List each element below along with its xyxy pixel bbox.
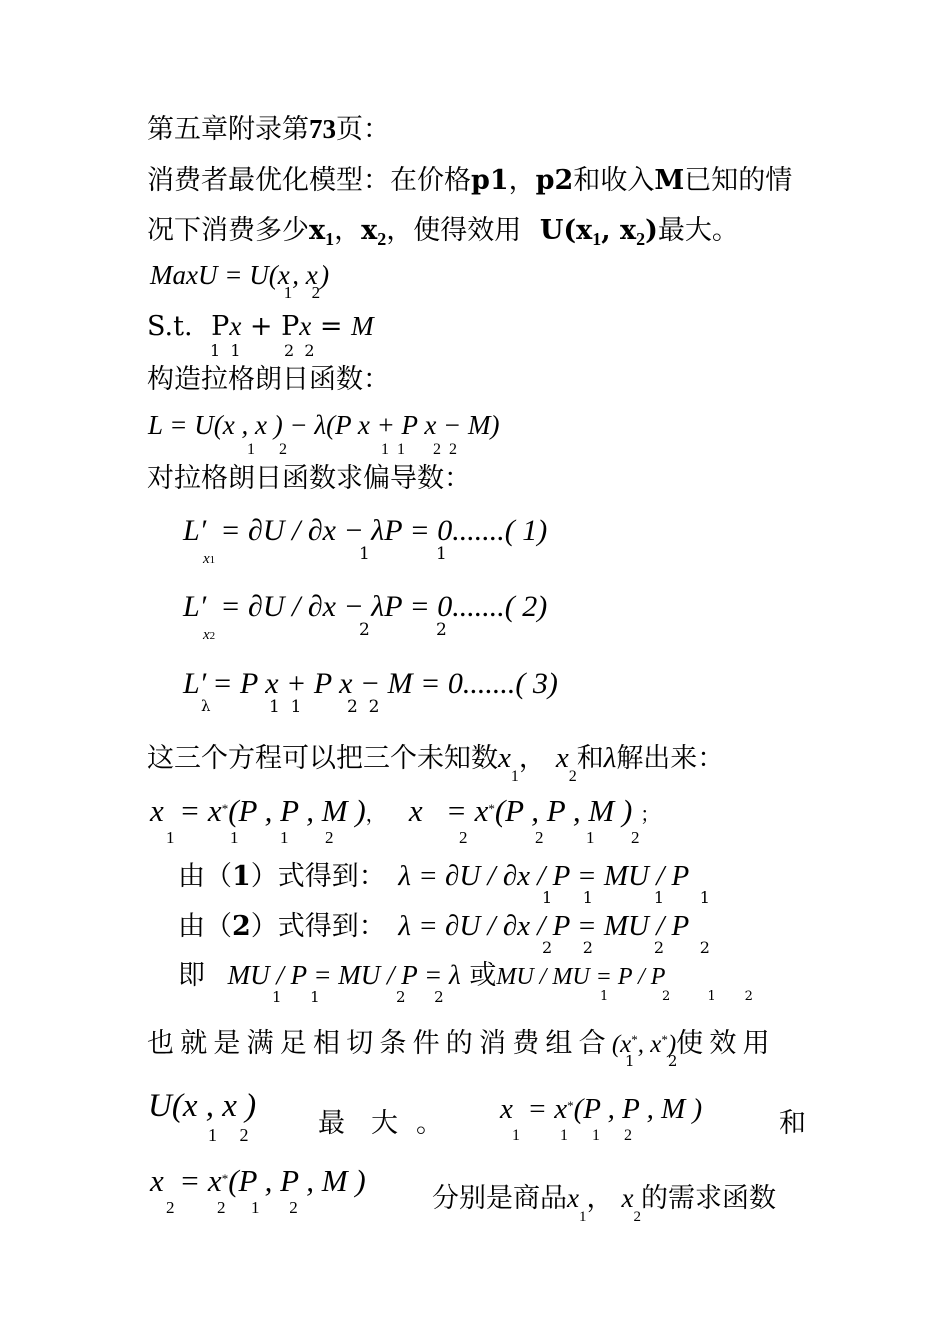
- and-word: 和: [779, 1108, 806, 1139]
- partial-equation-3: L′ = P x + P x − M = 0.......( 3) λ 1 1 2 2: [183, 667, 558, 717]
- partial-equation-2: L′ = ∂U / ∂x − λP = 0.......( 2) x2 2 2: [183, 590, 548, 643]
- max-words: 最 大 。: [318, 1108, 443, 1139]
- lagrangian-equation: L = U(x , x ) − λ(P x + P x − M) 1 2 1 1 2 2: [148, 410, 500, 458]
- lagrange-label: 构造拉格朗日函数：: [147, 364, 390, 395]
- chapter-heading: 第五章附录第73页：: [147, 114, 390, 145]
- derivation-from-1: 由（1）式得到： λ = ∂U / ∂x / P = MU / P 1 1 1 1: [178, 860, 710, 907]
- partial-equation-1: L′ = ∂U / ∂x − λP = 0.......( 1) x1 1 1: [183, 514, 548, 567]
- utility-max-line: U(x , x ) 1 2: [148, 1088, 257, 1145]
- demand-x1-equation: x = x*(P , P , M ) 1 1 1 2: [500, 1093, 703, 1144]
- tangency-statement: 也就是满足相切条件的消费组合(x*, x*)使效用 1 2: [147, 1028, 776, 1070]
- budget-constraint: S.t. Px + Px = M 1 1 2 2: [147, 311, 374, 360]
- derivation-from-2: 由（2）式得到： λ = ∂U / ∂x / P = MU / P 2 2 2 2: [178, 910, 710, 957]
- intro-line-1: 消费者最优化模型：在价格p1，p2和收入M已知的情: [147, 165, 793, 196]
- max-utility-equation: MaxU = $U(x_1$, $x_2$): [150, 260, 330, 302]
- demand-x2-equation: x = x*(P , P , M ) 2 2 1 2: [150, 1163, 366, 1217]
- intro-line-2: 况下消费多少$x_1$，$x_2$，使得效用 $U(x_1$, $x_2$)最大。: [147, 215, 739, 249]
- demand-function-statement: 分别是商品$x_1$， $x_2$的需求函数: [432, 1183, 776, 1225]
- partial-derivative-label: 对拉格朗日函数求偏导数：: [147, 463, 471, 494]
- solve-statement: 这三个方程可以把三个未知数$x_1$， $x_2$和λ解出来：: [147, 742, 725, 785]
- equivalence-line: 即 MU / P = MU / P = λ 或MU / MU = P / P 1 1 2 2 1 2 1 2: [178, 960, 753, 1006]
- solution-equations: x = x*(P , P , M )， x = x*(P , P , M ) ； 1 1 1 2 2 2 1 2: [150, 793, 661, 847]
